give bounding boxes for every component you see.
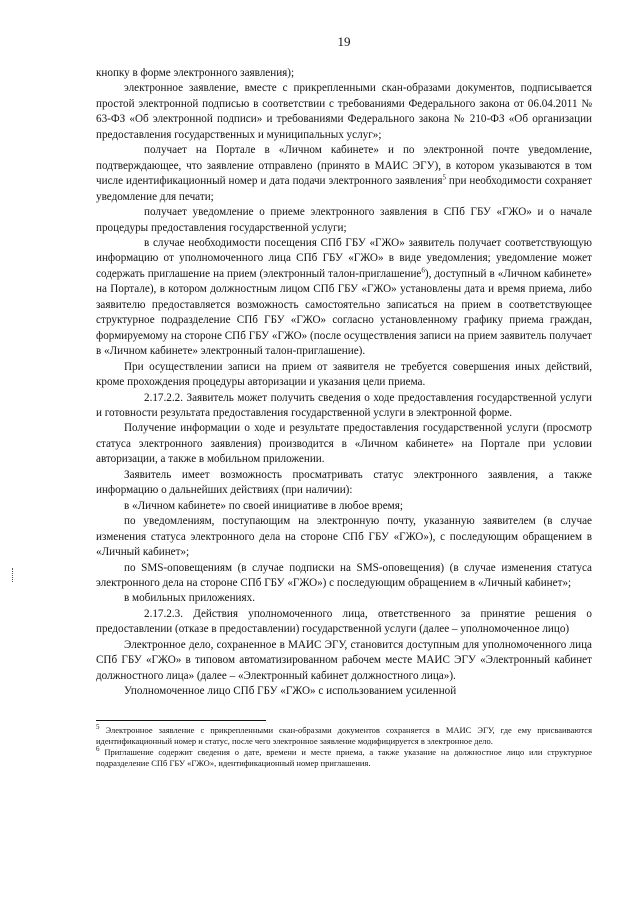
paragraph-text: в случае необходимости посещения СПб ГБУ «ГЖО» заявитель получает соответствующую информацию от уполномоченного лица СПб ГБУ «ГЖО» в виде уведомления; уведомление может содержать приглашение на прием (электронный талон-приглашение	[96, 236, 592, 280]
paragraph: Заявитель имеет возможность просматривать статус электронного заявления, а также информацию о дальнейших действиях (при наличии):	[96, 468, 592, 497]
footnotes	[96, 722, 592, 770]
footnote	[96, 747, 592, 769]
paragraph: 2.17.2.3. Действия уполномоченного лица, ответственного за принятие решения о предоставлении (отказе в предоставлении) государственной услуги (далее – уполномоченное лицо)	[96, 607, 592, 636]
footnote-mark: 5	[96, 722, 100, 731]
paragraph: Электронное дело, сохраненное в МАИС ЭГУ, становится доступным для уполномоченного лица СПб ГБУ «ГЖО» в типовом автоматизированном рабочем месте МАИС ЭГУ «Электронный кабинет должностного лица» (далее – «Электронный кабинет должностного лица»).	[96, 638, 592, 682]
paragraph	[96, 143, 592, 205]
paragraph-text: при необходимости сохраняет уведомление для печати;	[96, 175, 592, 203]
paragraph: При осуществлении записи на прием от заявителя не требуется совершения иных действий, кроме прохождения процедуры авторизации и указания цели приема.	[96, 360, 592, 389]
paragraph-text: ), доступный в «Личном кабинете» на Портале), в котором должностным лицом СПб ГБУ «ГЖО» установлены дата и время приема, либо заявителю предоставляется возможность самостоятельно записаться на прием в соответствующее структурное подразделение СПб ГБУ «ГЖО» согласно установленному графику приема граждан, формируемому на стороне СПб ГБУ «ГЖО» (после осуществления записи на прием заявитель получает в «Личном кабинете» электронный талон-приглашение).	[96, 267, 592, 358]
paragraph	[96, 236, 592, 360]
paragraph: Уполномоченное лицо СПб ГБУ «ГЖО» с использованием усиленной	[124, 685, 457, 698]
paragraph: электронное заявление, вместе с прикрепленными скан-образами документов, подписывается простой электронной подписью в соответствии с требованиями Федерального закона от 06.04.2011 № 63-ФЗ «Об электронной подписи» и требованиями Федерального закона № 210-ФЗ «Об организации предоставления государственных и муниципальных услуг»;	[96, 82, 592, 141]
paragraph-text: получает на Портале в «Личном кабинете» и по электронной почте уведомление, подтверждающее, что заявление отправлено (принято в МАИС ЭГУ), в котором указываются в том числе идентификационный номер и дата подачи электронного заявления	[96, 144, 592, 188]
footnote-text: Приглашение содержит сведения о дате, времени и месте приема, а также указание на должностное лицо или структурное подразделение СПб ГБУ «ГЖО», идентификационный номер приглашения.	[96, 746, 592, 769]
paragraph: Получение информации о ходе и результате предоставления государственной услуги (просмотр статуса электронного заявления) производится в «Личном кабинете» на Портале при условии авторизации, а также в мобильном приложении.	[96, 422, 592, 466]
paragraph: по SMS-оповещениям (в случае подписки на SMS-оповещения) (в случае изменения статуса электронного дела на стороне СПб ГБУ «ГЖО») с последующим обращением в «Личный кабинет»;	[96, 561, 592, 589]
paragraph: в «Личном кабинете» по своей инициативе в любое время;	[124, 499, 403, 512]
paragraph: по уведомлениям, поступающим на электронную почту, указанную заявителем (в случае изменения статуса электронного дела на стороне СПб ГБУ «ГЖО»), с последующим обращением в «Личный кабинет»;	[96, 515, 592, 559]
paragraph: кнопку в форме электронного заявления);	[96, 67, 295, 79]
footnote-text: Электронное заявление с прикрепленными скан-образами документов сохраняется в МАИС ЭГУ, где ему присваиваются идентификационный номер и статус, после чего электронное заявление модифицируется в электронное дело.	[96, 724, 592, 746]
document-body	[96, 66, 592, 700]
margin-mark	[12, 568, 14, 582]
page-number: 19	[337, 34, 351, 49]
paragraph: получает уведомление о приеме электронного заявления в СПб ГБУ «ГЖО» и о начале процедуры предоставления государственной услуги;	[96, 206, 592, 234]
paragraph: 2.17.2.2. Заявитель может получить сведения о ходе предоставления государственной услуги и готовности результата предоставления государственной услуги в электронной форме.	[96, 391, 592, 419]
footnote-mark: 6	[96, 745, 100, 754]
footnote-ref: 6	[421, 266, 425, 275]
footnote-divider	[96, 720, 266, 721]
footnote	[96, 722, 592, 747]
footnote-ref: 5	[442, 173, 446, 182]
paragraph: в мобильных приложениях.	[124, 592, 255, 605]
